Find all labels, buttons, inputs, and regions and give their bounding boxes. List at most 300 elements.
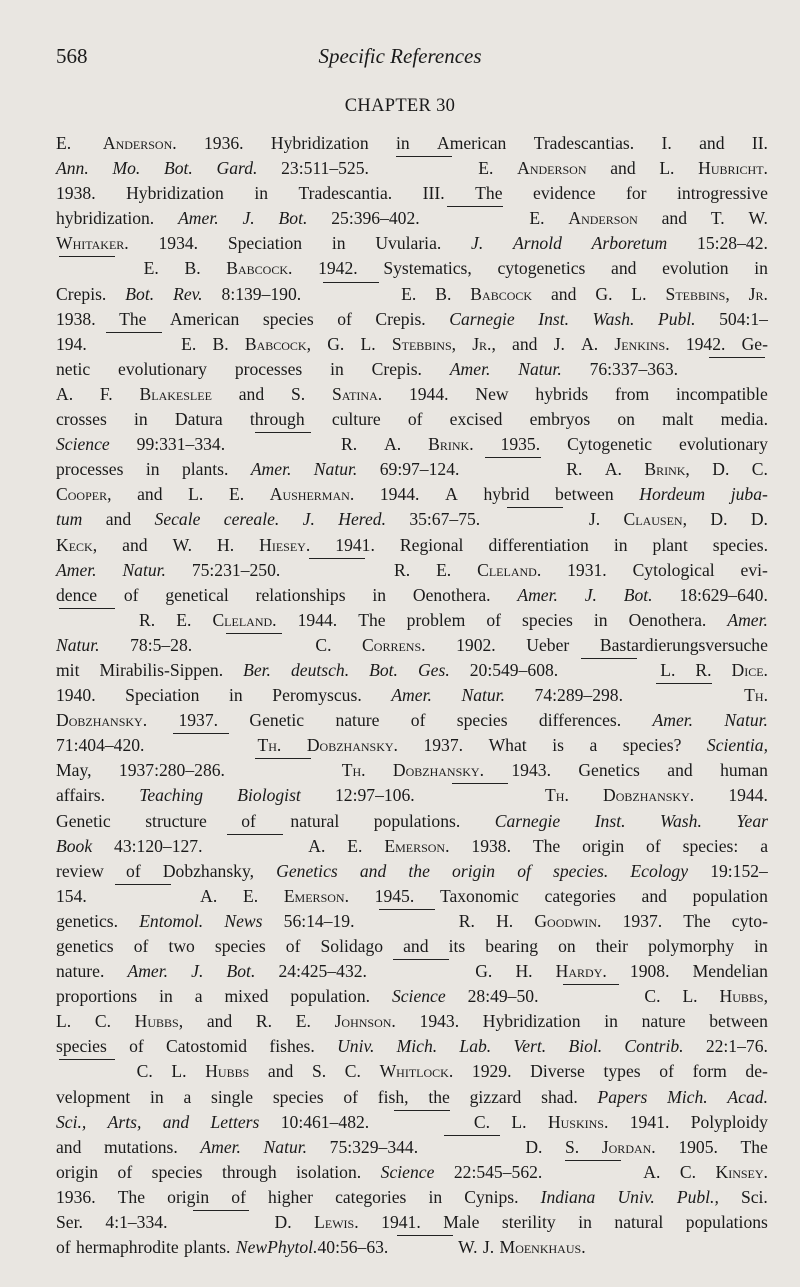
word: the: [408, 860, 430, 881]
word: species: [56, 1036, 107, 1057]
word: L.: [660, 659, 676, 680]
word: on: [558, 936, 576, 956]
word: III.: [422, 183, 445, 204]
word: Th.: [545, 785, 569, 806]
word: Th.: [341, 760, 366, 781]
word: Stebbins,: [665, 283, 730, 304]
word: Gard.: [216, 158, 258, 179]
text-line: [56, 859, 768, 884]
word: species: [262, 308, 314, 329]
word: Cynips.: [464, 1186, 519, 1207]
word: 19:152–: [710, 860, 768, 881]
word: W.: [458, 1237, 478, 1258]
word: B.: [184, 258, 201, 279]
word: Oenothera.: [628, 609, 707, 630]
word: nature: [335, 710, 380, 731]
word: Lab.: [459, 1036, 492, 1057]
word: genetical: [165, 584, 229, 605]
word: L.: [511, 1111, 527, 1132]
word: in: [331, 233, 346, 254]
page-number: 568: [56, 44, 88, 68]
word: 76:337–363.: [589, 358, 679, 379]
word: Uvularia.: [375, 233, 442, 254]
word: G.: [475, 961, 493, 982]
word: Amer.: [200, 1136, 241, 1157]
word: categories: [335, 1186, 407, 1207]
ditto-dash: [507, 507, 563, 508]
word: E.: [478, 158, 494, 179]
word: Scientia,: [706, 735, 768, 756]
text-line: [56, 482, 768, 507]
word: de-: [745, 1061, 768, 1082]
word: Biol.: [568, 1036, 603, 1057]
word: mixed: [224, 986, 269, 1007]
word: New: [475, 383, 509, 404]
word: The: [683, 910, 711, 931]
word: 1944.: [408, 383, 449, 404]
word: 22:1–76.: [705, 1036, 768, 1057]
word: 1941.: [335, 534, 375, 555]
word: Hubricht.: [698, 158, 768, 179]
word: Anderson.: [102, 133, 177, 153]
word: their: [595, 936, 628, 956]
word: Ges.: [417, 659, 450, 680]
ditto-dash: [397, 1235, 453, 1236]
word: Science: [380, 1161, 435, 1182]
word: A.: [604, 459, 622, 480]
word: 1905.: [678, 1136, 718, 1157]
ditto-dash: [485, 457, 541, 458]
word: categories: [544, 885, 616, 906]
word: 1944.: [728, 785, 768, 806]
text-line: [56, 507, 768, 532]
word: 75:231–250.: [191, 559, 281, 580]
word: Ge-: [741, 333, 768, 354]
word: Keck,: [56, 534, 98, 555]
word: 1944.: [379, 484, 420, 505]
word: 1937.: [622, 910, 663, 931]
word: Polyploidy: [690, 1111, 768, 1132]
word: Jenkins.: [614, 333, 670, 354]
word: 8:139–190.: [221, 283, 302, 304]
word: 40:56–63.: [317, 1237, 389, 1258]
ditto-dash: [444, 1135, 500, 1136]
word: E.: [529, 208, 545, 229]
word: Solidago: [320, 936, 384, 956]
word: media.: [720, 409, 768, 430]
word: of: [659, 1061, 674, 1082]
ditto-dash: [255, 758, 311, 759]
word: processes: [234, 358, 303, 379]
word: deutsch.: [290, 659, 350, 680]
word: Genetic: [56, 810, 111, 831]
ditto-dash: [255, 432, 311, 433]
word: E.: [143, 258, 159, 279]
word: a: [760, 835, 768, 856]
word: affairs.: [56, 785, 106, 806]
word: D.: [750, 509, 768, 530]
word: Year: [736, 810, 768, 831]
word: Arts,: [107, 1111, 142, 1132]
word: 1941.: [629, 1111, 670, 1132]
word: J.: [191, 961, 204, 982]
word: Babcock: [470, 283, 533, 304]
word: Brink,: [644, 459, 690, 480]
word: Genetics: [276, 860, 338, 881]
word: Natur.: [313, 459, 358, 480]
word: Cooper,: [56, 484, 112, 505]
word: of: [129, 1036, 144, 1057]
word: 74:289–298.: [534, 685, 624, 706]
word: 1937.: [178, 710, 219, 731]
ditto-dash: [563, 984, 619, 985]
word: Amer.: [652, 710, 694, 731]
word: 35:67–75.: [409, 509, 481, 530]
text-line: [56, 131, 768, 156]
word: 1936.: [203, 133, 244, 153]
word: and: [403, 936, 429, 956]
word: D.: [525, 1136, 543, 1157]
word: Ser.: [56, 1212, 83, 1233]
word: Hardy.: [555, 961, 607, 982]
word: proportions: [56, 986, 138, 1007]
word: and: [162, 1111, 190, 1132]
word: A.: [308, 835, 326, 856]
word: A.: [581, 333, 599, 354]
word: Arboretum: [591, 233, 668, 254]
text-line: [56, 533, 768, 558]
text-line: [56, 307, 768, 332]
word: 18:629–640.: [679, 584, 768, 605]
word: Peromyscus.: [272, 685, 362, 706]
word: Cleland.: [212, 609, 277, 630]
word: and: [267, 1061, 294, 1082]
word: L.: [171, 1061, 187, 1082]
word: evolutionary: [679, 434, 768, 455]
ditto-dash: [656, 683, 712, 684]
word: Tradescantia.: [298, 183, 393, 204]
word: species?: [622, 735, 682, 756]
word: structure: [145, 810, 207, 831]
word: and: [610, 158, 636, 179]
word: 1938.: [471, 835, 511, 856]
word: 43:120–127.: [114, 835, 203, 856]
text-line: [56, 382, 768, 407]
word: The: [740, 1136, 768, 1157]
word: of: [343, 1086, 359, 1107]
word: J.: [588, 509, 601, 530]
word: E.: [228, 484, 245, 505]
word: hybridization.: [56, 208, 155, 229]
word: from: [615, 383, 650, 404]
word: Hiesey.: [259, 534, 311, 555]
word: The: [475, 183, 503, 204]
word: for: [626, 183, 647, 204]
word: natural: [614, 1212, 664, 1233]
word: Crepis.: [56, 283, 107, 304]
word: Hubbs,: [134, 1011, 184, 1032]
word: and: [122, 534, 148, 555]
word: genetics: [56, 936, 114, 956]
text-line: [56, 783, 768, 808]
word: Wash.: [592, 308, 635, 329]
word: Phytol.: [267, 1237, 318, 1258]
word: of: [486, 609, 501, 630]
word: 25:396–402.: [331, 208, 420, 229]
word: Satina.: [331, 383, 383, 404]
word: juba-: [730, 484, 768, 505]
word: in: [613, 534, 628, 555]
word: and: [641, 885, 667, 906]
word: malt: [662, 409, 694, 430]
word: 15:28–42.: [697, 233, 768, 254]
word: 10:461–482.: [280, 1111, 370, 1132]
word: Crepis.: [375, 308, 426, 329]
word: Blakeslee: [139, 383, 212, 404]
word: C.: [94, 1011, 111, 1032]
word: and: [551, 283, 577, 304]
word: H.: [496, 910, 514, 931]
ditto-dash: [226, 633, 282, 634]
word: of: [241, 810, 256, 831]
word: R.: [566, 459, 583, 480]
word: tum: [56, 509, 83, 530]
text-line: [56, 1135, 768, 1160]
word: Acad.: [727, 1086, 768, 1107]
word: Emerson.: [283, 885, 349, 906]
word: D.: [712, 459, 730, 480]
word: review: [56, 860, 104, 881]
word: cytogenetics: [497, 258, 586, 279]
word: origin: [167, 1186, 210, 1207]
ditto-dash: [173, 733, 229, 734]
word: a: [589, 735, 598, 756]
word: in: [754, 936, 768, 956]
word: Bot.: [163, 158, 193, 179]
word: in: [428, 1186, 443, 1207]
word: H.: [515, 961, 533, 982]
word: Wash.: [659, 810, 702, 831]
word: 194.: [56, 333, 87, 354]
word: II.: [751, 133, 768, 153]
word: J.: [584, 584, 597, 605]
word: 1929.: [471, 1061, 512, 1082]
text-line: [56, 1110, 768, 1135]
text-line: [56, 181, 768, 206]
word: in: [395, 133, 410, 153]
word: Mendelian: [692, 961, 768, 982]
word: 22:545–562.: [453, 1161, 543, 1182]
word: and: [699, 133, 725, 153]
word: A.: [200, 885, 218, 906]
text-line: [56, 884, 768, 909]
word: G.: [595, 283, 613, 304]
word: Natur.: [518, 358, 562, 379]
word: of: [133, 936, 149, 956]
word: G.: [327, 333, 345, 354]
word: 1902.: [456, 634, 496, 655]
word: E.: [242, 885, 259, 906]
word: S.: [565, 1136, 580, 1157]
word: of: [646, 835, 661, 856]
word: in: [159, 986, 173, 1007]
word: Bot.: [278, 208, 308, 229]
ditto-dash: [227, 834, 283, 835]
word: A.: [56, 383, 74, 404]
word: sterility: [501, 1212, 556, 1233]
word: 1936.: [56, 1186, 96, 1207]
word: American: [436, 133, 507, 153]
ditto-dash: [565, 1160, 621, 1161]
word: A.: [643, 1161, 661, 1182]
ditto-dash: [581, 658, 637, 659]
word: Male: [443, 1212, 480, 1233]
word: 1938.: [56, 308, 96, 329]
word: populations.: [373, 810, 461, 831]
word: 12:97–106.: [335, 785, 415, 806]
word: and: [512, 333, 538, 354]
word: Science: [391, 986, 446, 1007]
word: Ausherman.: [269, 484, 355, 505]
word: 1938.: [56, 183, 96, 204]
word: origin: [452, 860, 496, 881]
word: of: [231, 1186, 246, 1207]
word: Dobzhansky.: [603, 785, 695, 806]
text-line: [56, 683, 768, 708]
word: Publ.: [657, 308, 696, 329]
word: Ber.: [243, 659, 271, 680]
word: single: [211, 1086, 254, 1107]
word: plant: [652, 534, 688, 555]
word: Speciation: [125, 685, 200, 706]
word: Tradescantias.: [533, 133, 635, 153]
word: The: [119, 308, 147, 329]
word: E.: [436, 559, 452, 580]
text-line: [56, 357, 768, 382]
text-line: [56, 608, 768, 633]
word: and: [238, 383, 265, 404]
word: and: [206, 1011, 233, 1032]
word: fishes.: [269, 1036, 315, 1057]
word: between: [555, 484, 614, 505]
word: J.: [553, 333, 565, 354]
word: 1940.: [56, 685, 96, 706]
word: Univ.: [337, 1036, 375, 1057]
word: fish,: [377, 1086, 409, 1107]
word: of: [123, 584, 139, 605]
word: Natur.: [56, 634, 100, 655]
ditto-dash: [379, 909, 435, 910]
word: hybrid: [483, 484, 530, 505]
word: 69:97–124.: [379, 459, 460, 480]
text-line: [56, 256, 768, 281]
word: mit: [56, 659, 80, 680]
running-head: [56, 44, 744, 74]
word: Hered.: [338, 509, 386, 530]
word: L.: [631, 283, 647, 304]
word: L.: [56, 1011, 72, 1032]
text-line: [56, 432, 768, 457]
word: in: [593, 609, 608, 630]
word: B.: [435, 283, 452, 304]
word: of: [117, 1161, 133, 1182]
word: evidence: [533, 183, 596, 204]
word: is: [552, 735, 564, 756]
word: 78:5–28.: [130, 634, 193, 655]
word: 504:1–: [719, 308, 768, 329]
word: mutations.: [104, 1136, 178, 1157]
text-line: [56, 959, 768, 984]
word: Publ.,: [676, 1186, 719, 1207]
word: Oenothera.: [412, 584, 491, 605]
word: Taxonomic: [439, 885, 519, 906]
word: B.: [212, 333, 229, 354]
word: Entomol.: [139, 910, 204, 931]
word: species: [214, 936, 266, 956]
word: a: [183, 1086, 192, 1107]
word: Mich.: [667, 1086, 708, 1107]
text-line: [56, 282, 768, 307]
word: Dobzhansky.: [306, 735, 398, 756]
ditto-dash: [309, 558, 365, 559]
word: May,: [56, 760, 92, 781]
word: Amer.: [250, 459, 292, 480]
word: hermaphrodite: [76, 1237, 179, 1258]
word: in: [145, 459, 160, 480]
word: Kinsey.: [715, 1161, 768, 1182]
word: Contrib.: [624, 1036, 684, 1057]
word: Hubbs,: [719, 986, 768, 1007]
word: species: [272, 1086, 324, 1107]
word: S.: [290, 383, 306, 404]
word: New: [235, 1237, 268, 1258]
word: E.: [176, 609, 192, 630]
word: nature: [641, 1011, 686, 1032]
word: Natur.: [461, 685, 505, 706]
word: through: [249, 409, 305, 430]
word: L.: [188, 484, 204, 505]
word: 56:14–19.: [283, 910, 355, 931]
word: 1934.: [158, 233, 199, 254]
word: E.: [181, 333, 197, 354]
word: E.: [347, 835, 363, 856]
text-line: [56, 909, 768, 934]
word: genetics.: [56, 910, 119, 931]
word: Hubbs: [205, 1061, 250, 1082]
word: in: [754, 258, 768, 279]
running-title: Specific References: [318, 44, 482, 68]
text-line: [56, 457, 768, 482]
word: C.: [473, 1111, 491, 1132]
word: 1931.: [567, 559, 607, 580]
word: its: [448, 936, 466, 956]
word: Lewis.: [314, 1212, 359, 1233]
text-line: [56, 1210, 768, 1235]
word: isolation.: [296, 1161, 362, 1182]
word: gizzard: [469, 1086, 522, 1107]
word: 1941.: [381, 1212, 421, 1233]
word: Amer.: [127, 961, 169, 982]
word: 1908.: [629, 961, 670, 982]
word: species: [522, 609, 573, 630]
text-line: [56, 934, 768, 959]
word: Science: [56, 434, 110, 455]
word: S.: [311, 1061, 327, 1082]
word: Hybridization: [126, 183, 224, 204]
text-line: [56, 834, 768, 859]
word: 23:511–525.: [281, 158, 369, 179]
word: Papers: [597, 1086, 648, 1107]
